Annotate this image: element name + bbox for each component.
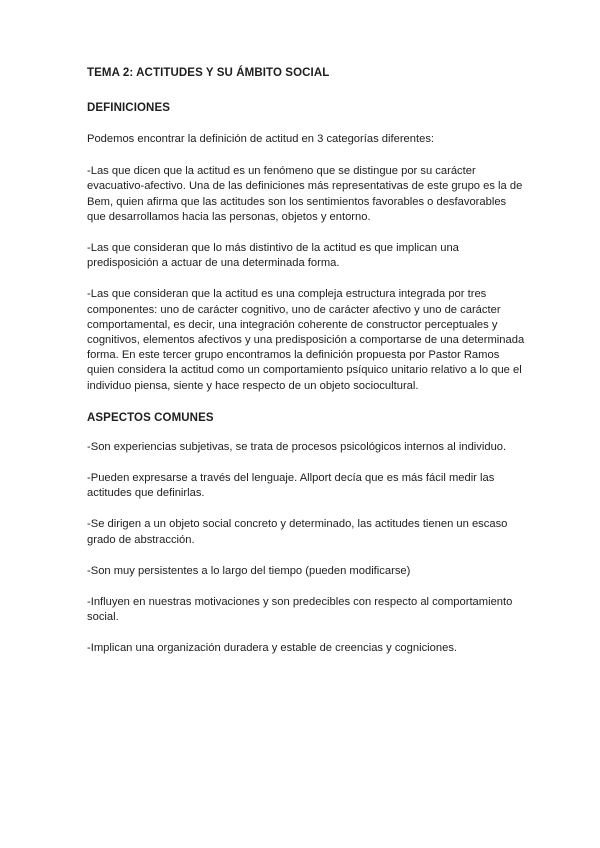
common-aspect-item: -Se dirigen a un objeto social concreto y determinado, las actitudes tienen un escaso grado de abstracción. [87, 518, 508, 546]
definitions-heading: DEFINICIONES [87, 102, 170, 114]
definition-paragraph: -Las que dicen que la actitud es un fenómeno que se distingue por su carácter evacuativo-afectivo. Una de las definiciones más representativas de este grupo es la de Bem, quien afirma que las actitudes son los sentimientos favorables o desfavorables que desarrollamos hacia las personas, objetos y entorno. [87, 165, 523, 223]
common-aspect-item: -Pueden expresarse a través del lenguaje. Allport decía que es más fácil medir las actitudes que definirlas. [87, 472, 495, 500]
common-aspect-item: -Son experiencias subjetivas, se trata de procesos psicológicos internos al individuo. [87, 440, 507, 453]
common-aspects-heading: ASPECTOS COMUNES [87, 411, 214, 424]
common-aspect-item: -Implican una organización duradera y estable de creencias y cogniciones. [87, 642, 458, 655]
intro-paragraph: Podemos encontrar la definición de actitud en 3 categorías diferentes: [87, 133, 435, 145]
common-aspect-item: -Influyen en nuestras motivaciones y son predecibles con respecto al comportamiento social. [87, 596, 513, 624]
definition-paragraph: -Las que consideran que la actitud es una compleja estructura integrada por tres componentes: uno de carácter cognitivo, uno de carácter afectivo y uno de carácter comportamental, es decir, una integración coherente de constructor perceptuales y cognitivos, elementos afectivos y una predisposición a comportarse de una determinada forma. En este tercer grupo encontramos la definición propuesta por Pastor Ramos quien considera la actitud como un comportamiento psíquico unitario relativo a lo que el individuo piensa, siente y hace respecto de un objeto sociocultural. [87, 288, 525, 392]
common-aspect-item: -Son muy persistentes a lo largo del tiempo (pueden modificarse) [87, 564, 411, 577]
document-title: TEMA 2: ACTITUDES Y SU ÁMBITO SOCIAL [87, 67, 330, 79]
definition-paragraph: -Las que consideran que lo más distintivo de la actitud es que implican una predisposición a actuar de una determinada forma. [87, 242, 459, 270]
document-page [87, 66, 527, 657]
